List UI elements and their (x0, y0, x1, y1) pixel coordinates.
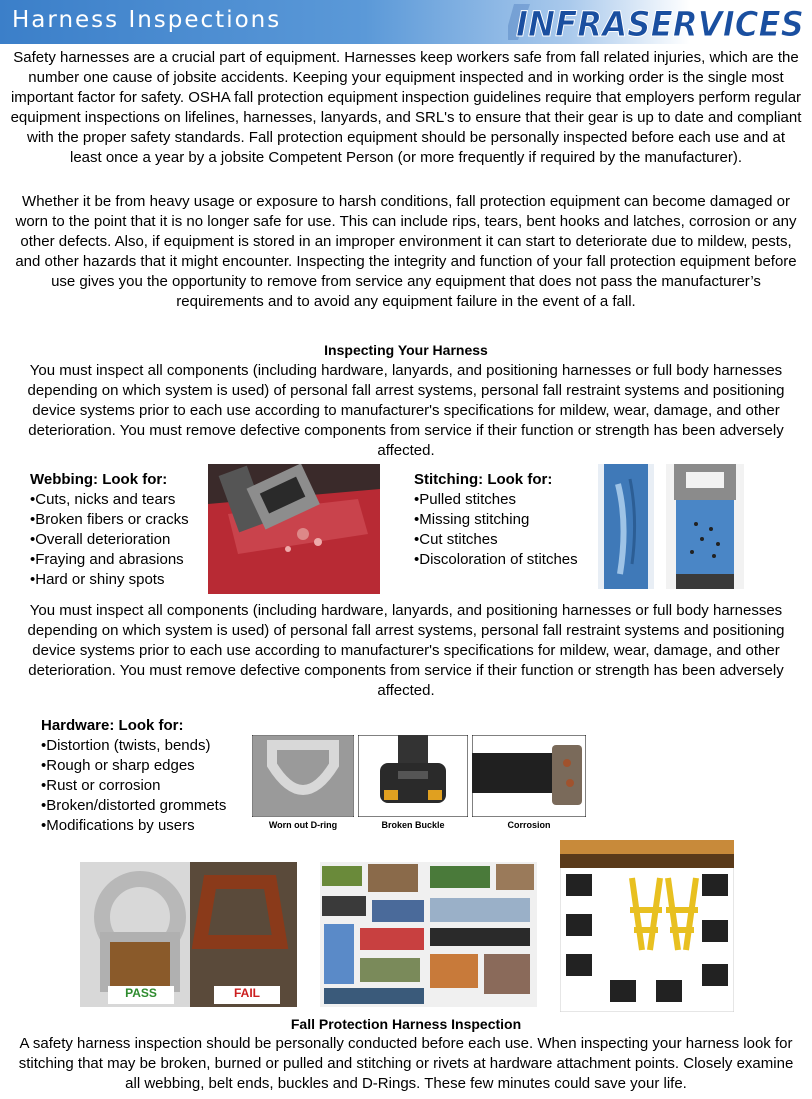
fail-label: FAIL (234, 986, 260, 1000)
corrosion-photo (472, 735, 586, 817)
broken-buckle-photo (358, 735, 468, 817)
list-item: •Broken fibers or cracks (30, 511, 189, 528)
intro-paragraph-2: Whether it be from heavy usage or exposure to harsh conditions, fall protection equipment can become damaged or worn to the point that it is no longer safe for use. This can include rips, tears, bent hooks and latches, corrosion or any other defects. Also, if equipment is stored in an improper environment it can start to deteriorate due to mildew, pests, and other hazards that it might encounter. Inspecting the integrity and function of your fall protection equipment before use gives you the opportunity to remove from service any equipment that does not pass the manufacturer’s requirements and to avoid any equipment failure in the event of a fall. (15, 193, 797, 310)
pass-label: PASS (125, 986, 157, 1000)
infraservices-logo (508, 0, 808, 44)
harness-inspection-poster (560, 840, 734, 1012)
hardware-title: Hardware: Look for: (41, 717, 184, 734)
list-item: •Pulled stitches (414, 491, 516, 508)
list-item: •Cut stitches (414, 531, 498, 548)
list-item: •Distortion (twists, bends) (41, 737, 211, 754)
hardware-caption-3: Corrosion (507, 820, 551, 830)
list-item: •Broken/distorted grommets (41, 797, 227, 814)
webbing-list (30, 470, 189, 590)
worn-d-ring-photo (252, 735, 354, 817)
list-item: •Rough or sharp edges (41, 757, 195, 774)
list-item: •Cuts, nicks and tears (30, 491, 176, 508)
page-title: Harness Inspections (12, 7, 282, 33)
stitching-photo-2 (666, 464, 744, 589)
list-item: •Rust or corrosion (41, 777, 161, 794)
logo-text: INFRASERVICES (516, 5, 804, 44)
stitching-title: Stitching: Look for: (414, 471, 553, 488)
hardware-caption-2: Broken Buckle (381, 820, 445, 830)
inspecting-paragraph-1: You must inspect all components (including hardware, lanyards, and positioning harnesses or full body harnesses depending on which system is used) of personal fall arrest systems, personal fall restraint systems and positioning device systems prior to each use according to manufacturer's specifications for mildew, wear, damage, and other deterioration. You must remove defective components from service if their function or strength has been adversely affected. (27, 362, 785, 459)
footer-heading: Fall Protection Harness Inspection (290, 1016, 522, 1032)
list-item: •Missing stitching (414, 511, 530, 528)
stitching-photo-1 (598, 464, 654, 589)
hardware-list (41, 716, 226, 836)
list-item: •Hard or shiny spots (30, 571, 165, 588)
stitching-list (414, 470, 578, 570)
hardware-caption-1: Worn out D-ring (268, 820, 338, 830)
footer-paragraph: A safety harness inspection should be personally conducted before each use. When inspecting your harness look for stitching that may be broken, burned or pulled and stitching or rivets at hardware attachment points. Closely examine all webbing, belt ends, buckles and D-Rings. These few minutes could save your life. (18, 1035, 794, 1092)
inspecting-paragraph-2: You must inspect all components (including hardware, lanyards, and positioning harnesses or full body harnesses depending on which system is used) of personal fall arrest systems, personal fall restraint systems and positioning device systems prior to each use according to manufacturer's specifications for mildew, wear, damage, and other deterioration. You must remove defective components from service if their function or strength has been adversely affected. (27, 602, 785, 699)
list-item: •Modifications by users (41, 817, 195, 834)
inspecting-heading: Inspecting Your Harness (324, 342, 488, 358)
page-header (0, 0, 812, 44)
webbing-damage-collage-photo (320, 862, 537, 1007)
webbing-title: Webbing: Look for: (30, 471, 168, 488)
list-item: •Fraying and abrasions (30, 551, 184, 568)
list-item: •Overall deterioration (30, 531, 171, 548)
webbing-damage-photo (208, 464, 380, 594)
list-item: •Discoloration of stitches (414, 551, 578, 568)
intro-paragraph-1: Safety harnesses are a crucial part of equipment. Harnesses keep workers safe from fall related injuries, which are the number one cause of jobsite accidents. Keeping your equipment inspected and in working order is the single most important factor for safety. OSHA fall protection equipment inspection guidelines require that employers perform regular equipment inspections on lifelines, harnesses, lanyards, and SRL's to ensure that their gear is up to date and compliant with the proper safety standards. Fall protection equipment should be personally inspected before each use and at least once a year by a jobsite Competent Person (or more frequently if required by the manufacturer). (10, 49, 802, 166)
